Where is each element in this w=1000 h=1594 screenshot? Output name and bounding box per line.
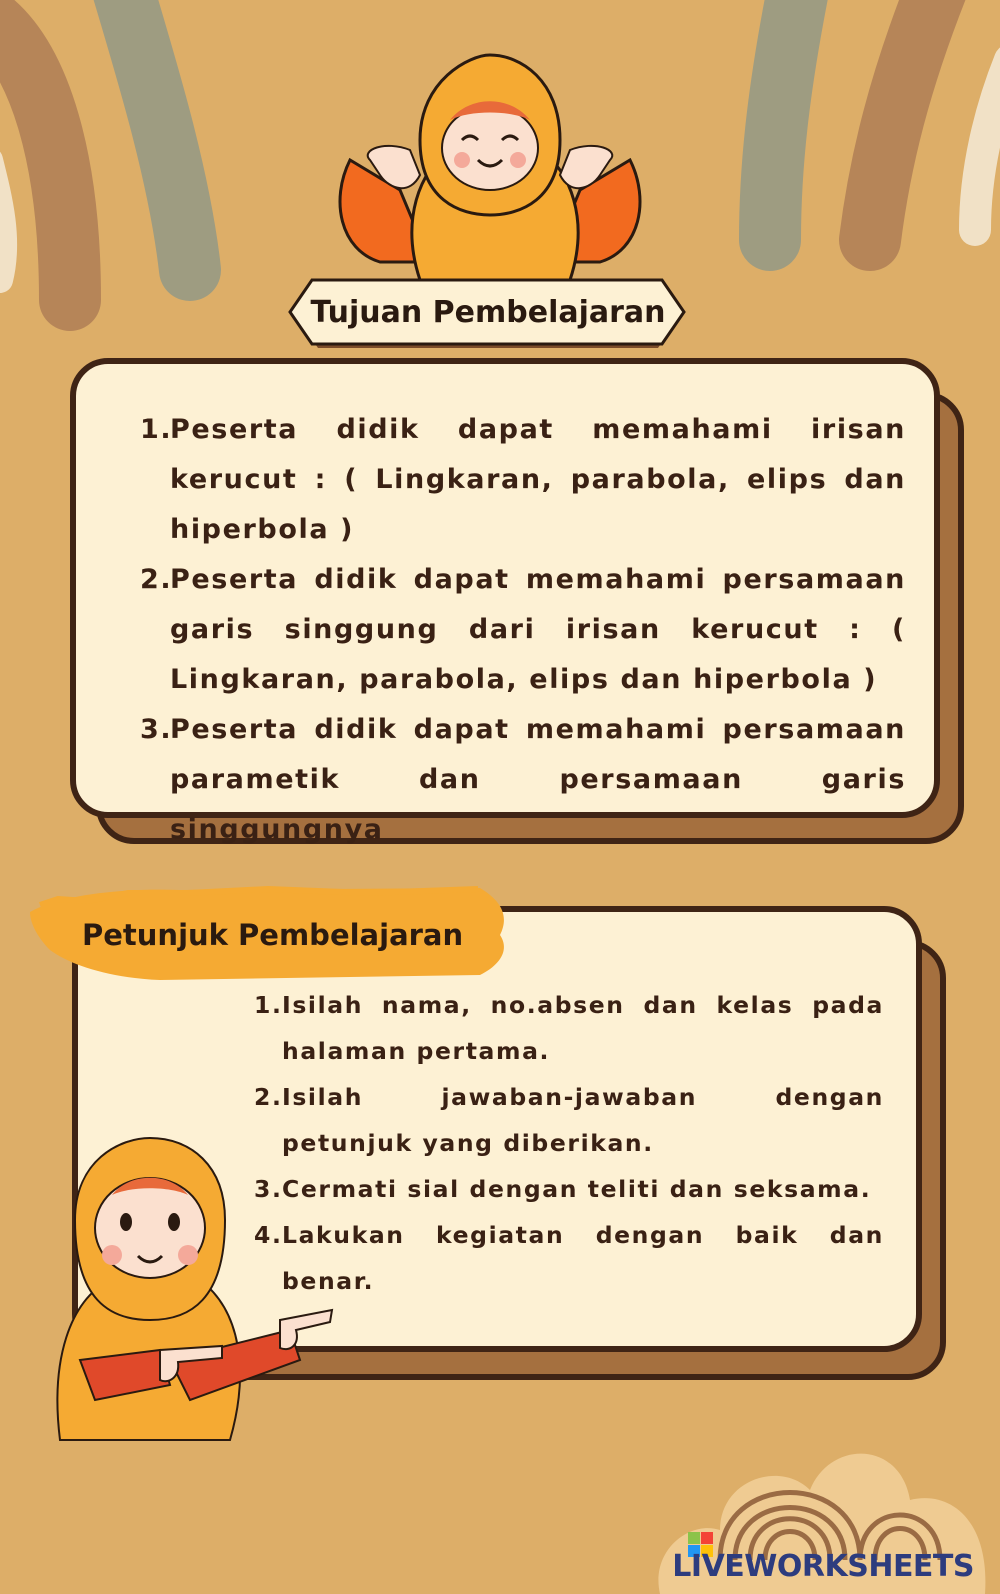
tujuan-item-number: 2. xyxy=(140,564,173,595)
tujuan-item-number: 3. xyxy=(140,714,173,745)
tujuan-item-number: 1. xyxy=(140,414,173,445)
petunjuk-item-number: 2. xyxy=(254,1083,283,1111)
petunjuk-item-text: Isilah nama, no.absen dan kelas pada halaman pertama. xyxy=(282,991,884,1065)
tujuan-item-text: Peserta didik dapat memahami irisan kerucut : ( Lingkaran, parabola, elips dan hiperbola ) xyxy=(170,414,906,545)
tujuan-item-text: Peserta didik dapat memahami persamaan garis singgung dari irisan kerucut : ( Lingkaran, parabola, elips dan hiperbola ) xyxy=(170,564,906,695)
petunjuk-item-number: 3. xyxy=(254,1175,283,1203)
petunjuk-item-text: Lakukan kegiatan dengan baik dan benar. xyxy=(282,1221,884,1295)
petunjuk-item-text: Cermati sial dengan teliti dan seksama. xyxy=(282,1175,872,1203)
petunjuk-title: Petunjuk Pembelajaran xyxy=(82,918,464,952)
petunjuk-item-number: 1. xyxy=(254,991,283,1019)
tujuan-title: Tujuan Pembelajaran xyxy=(310,294,666,330)
liveworksheets-watermark: LIVEWORKSHEETS xyxy=(672,1549,974,1584)
petunjuk-item-number: 4. xyxy=(254,1221,283,1249)
tujuan-item-text: Peserta didik dapat memahami persamaan parametik dan persamaan garis singgungnya xyxy=(170,714,906,845)
petunjuk-item-text: Isilah jawaban-jawaban dengan petunjuk yang diberikan. xyxy=(282,1083,884,1157)
